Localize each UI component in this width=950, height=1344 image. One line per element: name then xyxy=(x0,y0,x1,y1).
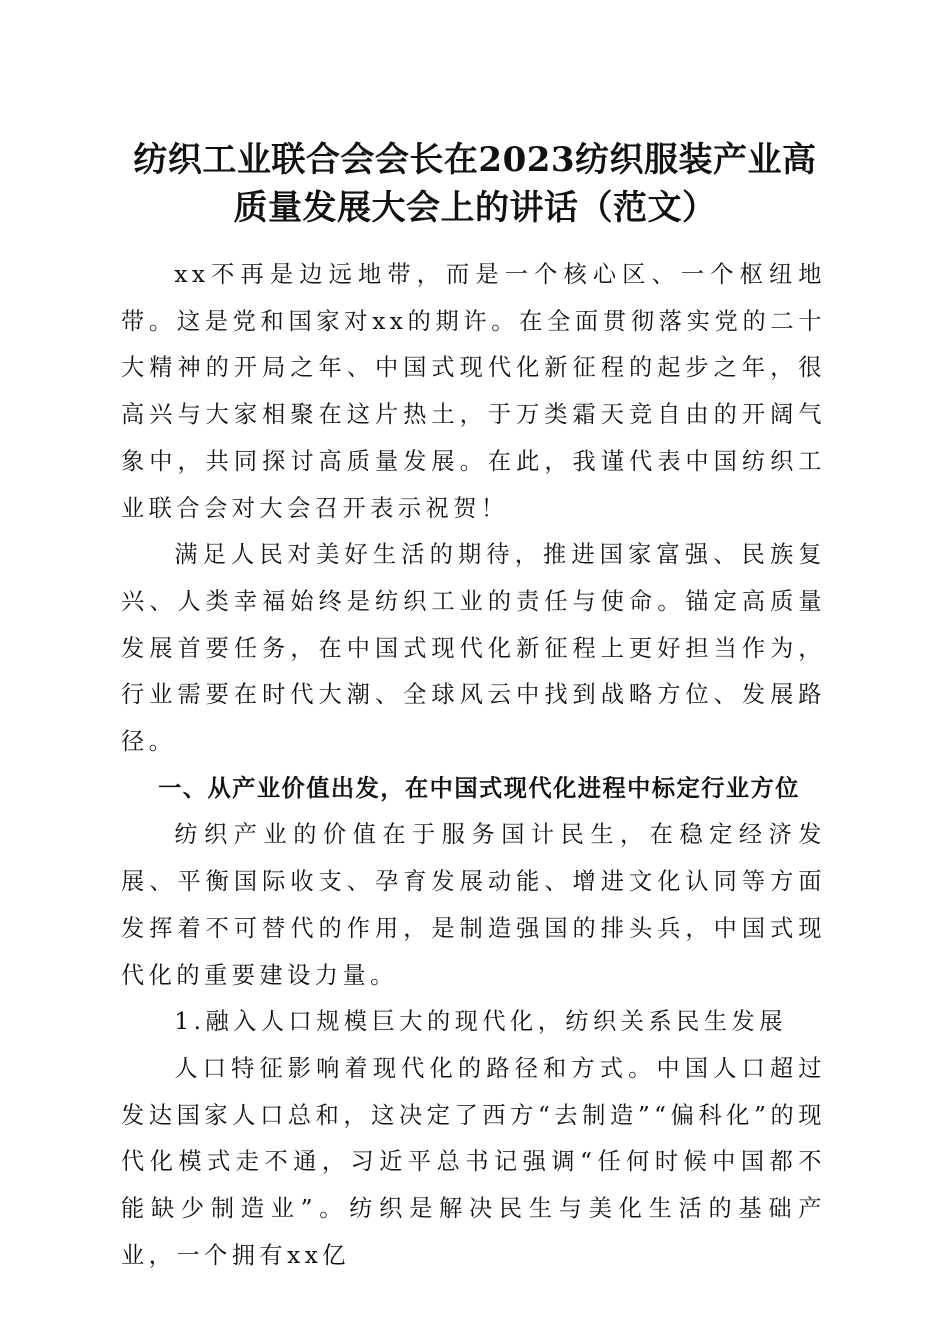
paragraph-population: 人口特征影响着现代化的路径和方式。中国人口超过发达国家人口总和，这决定了西方“去制造”“偏科化”的现代化模式走不通，习近平总书记强调“任何时候中国都不能缺少制造业”。纺织是解决民生与美化生活的基础产业，一个拥有xx亿 xyxy=(121,1054,826,1269)
document-body xyxy=(121,252,826,1279)
paragraph-industry-value: 纺织产业的价值在于服务国计民生，在稳定经济发展、平衡国际收支、孕育发展动能、增进文化认同等方面发挥着不可替代的作用，是制造强国的排头兵，中国式现代化的重要建设力量。 xyxy=(121,821,826,989)
paragraph-mission: 满足人民对美好生活的期待，推进国家富强、民族复兴、人类幸福始终是纺织工业的责任与使命。锚定高质量发展首要任务，在中国式现代化新征程上更好担当作为，行业需要在时代大潮、全球风云中找到战略方位、发展路径。 xyxy=(121,541,826,756)
title-line-1: 纺织工业联合会会长在2023纺织服装产业高 xyxy=(133,140,817,180)
section-heading-1: 一、从产业价值出发，在中国式现代化进程中标定行业方位 xyxy=(158,774,800,802)
subheading-1-1: 1.融入人口规模巨大的现代化，纺织关系民生发展 xyxy=(174,1008,787,1036)
title-line-2: 质量发展大会上的讲话（范文） xyxy=(233,188,717,228)
paragraph-opening: xx不再是边远地带，而是一个核心区、一个枢纽地带。这是党和国家对xx的期许。在全面贯彻落实党的二十大精神的开局之年、中国式现代化新征程的起步之年，很高兴与大家相聚在这片热土，于万类霜天竞自由的开阔气象中，共同探讨高质量发展。在此，我谨代表中国纺织工业联合会对大会召开表示祝贺！ xyxy=(121,261,826,522)
document-title xyxy=(95,136,855,232)
